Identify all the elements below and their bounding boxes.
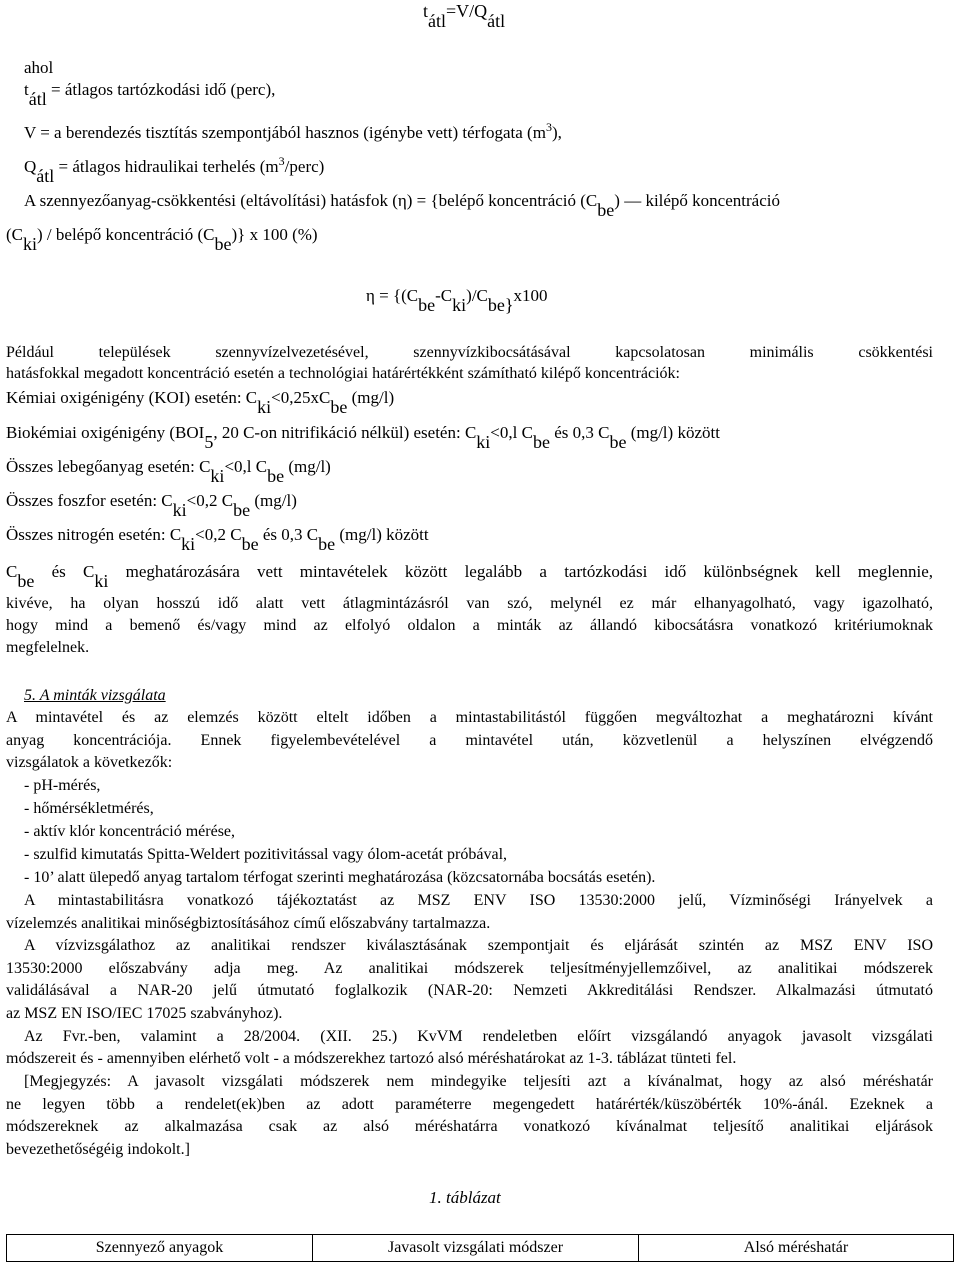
foszfor-limit: Összes foszfor esetén: Cki<0,2 Cbe (mg/l) xyxy=(6,491,297,520)
paragraph-3-line-2: anyag koncentrációja. Ennek figyelembevételével a mintavétel után, közvetlenül a helyszínen elvégzendő xyxy=(6,732,933,749)
efficiency-line-2: (Cki) / belépő koncentráció (Cbe)} x 100 (%) xyxy=(6,225,318,254)
paragraph-7-line-3: módszereknek az alkalmazása csak az alsó méréshatárra vonatkozó kívánalmat teljesítő analitikai eljárások xyxy=(6,1118,933,1135)
paragraph-4-line-2: vízelemzés analitikai minőségbiztosításához című előszabvány tartalmazza. xyxy=(6,915,491,932)
paragraph-5-line-4: az MSZ EN ISO/IEC 17025 szabványhoz). xyxy=(6,1005,283,1022)
table-caption: 1. táblázat xyxy=(429,1188,501,1207)
paragraph-2-line-1: Cbe és Cki meghatározására vett mintavételek között legalább a tartózkodási idő különbségnek kell meglennie, xyxy=(6,562,933,591)
table-header-detection-limit: Alsó méréshatár xyxy=(639,1235,954,1262)
paragraph-3-line-3: vizsgálatok a következők: xyxy=(6,754,173,771)
table-1-header xyxy=(6,1234,954,1262)
paragraph-2-line-4: megfelelnek. xyxy=(6,639,90,656)
list-item: - szulfid kimutatás Spitta-Weldert pozitivitással vagy ólom-acetát próbával, xyxy=(24,846,508,863)
paragraph-2-line-3: hogy mind a bemenő és/vagy mind az elfolyó oldalon a minták az állandó kibocsátásra vonatkozó kritériumoknak xyxy=(6,617,933,634)
efficiency-line-1: A szennyezőanyag-csökkentési (eltávolítási) hatásfok (η) = {belépő koncentráció (Cbe) — kilépő koncentráció xyxy=(24,191,780,220)
list-item: - 10’ alatt ülepedő anyag tartalom térfogat szerinti meghatározása (közcsatornába bocsátás esetén). xyxy=(24,869,656,886)
list-item: - hőmérsékletmérés, xyxy=(24,800,154,817)
paragraph-6-line-2: módszereit és - amennyiben elérhető volt - a módszerekhez tartozó alsó méréshatárokat az 1-3. táblázat tünteti fel. xyxy=(6,1050,737,1067)
ahol-label: ahol xyxy=(24,58,54,77)
paragraph-7-line-4: bevezethetőségéig indokolt.] xyxy=(6,1141,190,1158)
definition-t: tátl = átlagos tartózkodási idő (perc), xyxy=(24,80,276,109)
paragraph-4-line-1: A mintastabilitásra vonatkozó tájékoztatást az MSZ ENV ISO 13530:2000 jelű, Vízminőségi Irányelvek a xyxy=(24,892,933,909)
paragraph-3-line-1: A mintavétel és az elemzés között eltelt időben a mintastabilitástól függően megváltozhat a meghatározni kívánt xyxy=(6,709,933,726)
paragraph-7-line-1: [Megjegyzés: A javasolt vizsgálati módszerek nem mindegyike teljesíti azt a kívánalmat, hogy az alsó méréshatár xyxy=(24,1073,933,1090)
paragraph-5-line-1: A vízvizsgálathoz az analitikai rendszer kiválasztásának szempontjait és eljárását szintén az MSZ ENV ISO xyxy=(24,937,933,954)
koi-limit: Kémiai oxigénigény (KOI) esetén: Cki<0,25xCbe (mg/l) xyxy=(6,388,395,417)
paragraph-1-line-1: Például települések szennyvízelvezetésével, szennyvízkibocsátásával kapcsolatosan minimális csökkentési xyxy=(6,344,933,361)
paragraph-6-line-1: Az Fvr.-ben, valamint a 28/2004. (XII. 25.) KvVM rendeletben előírt vizsgálandó anyagok javasolt vizsgálati xyxy=(24,1028,933,1045)
paragraph-7-line-2: ne legyen több a rendelet(ek)ben az adott paraméterre megengedett határérték/küszöbérték 10%-ánál. Ezeknek a xyxy=(6,1096,933,1113)
list-item: - pH-mérés, xyxy=(24,777,101,794)
paragraph-2-line-2: kivéve, ha olyan hosszú idő alatt vett átlagmintázásról van szó, melynél ez már elhanyagolható, vagy igazolható, xyxy=(6,595,933,612)
definition-v: V = a berendezés tisztítás szempontjából hasznos (igénybe vett) térfogata $(m^3)$, xyxy=(24,120,562,142)
section-5-title: 5. A minták vizsgálata xyxy=(24,687,166,704)
definition-q: Qátl = átlagos hidraulikai terhelés $(m^3/perc)$ xyxy=(24,154,325,186)
table-header-pollutants: Szennyező anyagok xyxy=(7,1235,313,1262)
list-item: - aktív klór koncentráció mérése, xyxy=(24,823,236,840)
paragraph-5-line-2: 13530:2000 előszabvány adja meg. Az analitikai módszerek teljesítményjellemzőivel, az analitikai módszerek xyxy=(6,960,933,977)
boi-limit: Biokémiai oxigénigény (BOI5, 20 C-on nitrifikáció nélkül) esetén: Cki<0,l Cbe és 0,3 Cbe (mg/l) között xyxy=(6,423,720,452)
table-header-method: Javasolt vizsgálati módszer xyxy=(313,1235,639,1262)
formula-t-atl: tátl=V/Qátl xyxy=(423,1,506,31)
nitrogen-limit: Összes nitrogén esetén: Cki<0,2 Cbe és 0,3 Cbe (mg/l) között xyxy=(6,525,429,554)
paragraph-1-line-2: hatásfokkal megadott koncentráció esetén a technológiai határértékként számítható kilépő koncentrációk: xyxy=(6,365,680,382)
paragraph-5-line-3: validálásával a NAR-20 jelű útmutató foglalkozik (NAR-20: Nemzeti Akkreditálási Rendszer. Alkalmazási útmutató xyxy=(6,982,933,999)
eta-formula: η = {(Cbe-Cki)/Cbe}x100 xyxy=(366,286,548,315)
lebego-limit: Összes lebegőanyag esetén: Cki<0,l Cbe (mg/l) xyxy=(6,457,331,486)
